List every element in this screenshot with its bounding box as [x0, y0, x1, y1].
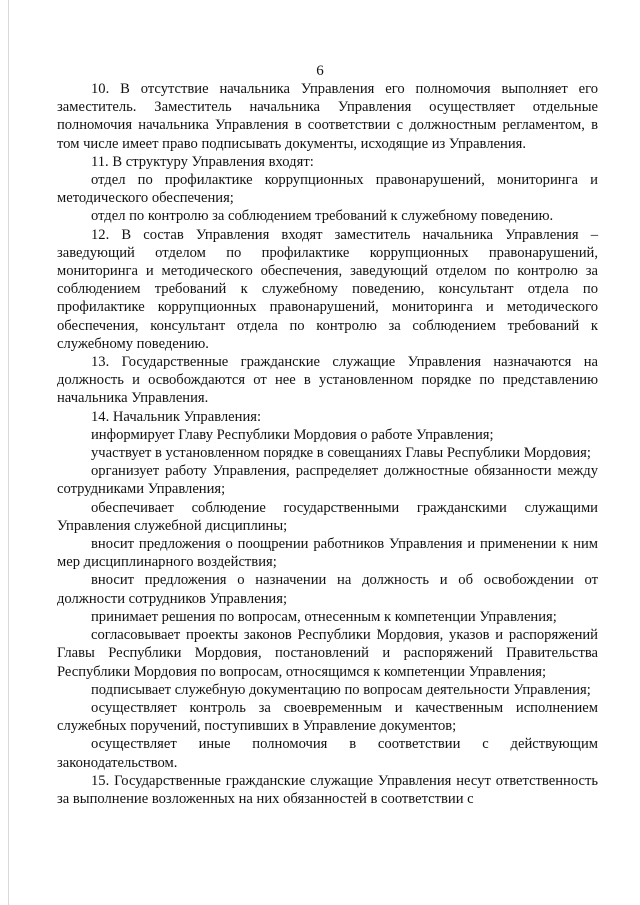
paragraph-13: 13. Государственные гражданские служащие Управления назначаются на должность и освобождаются от нее в установленном порядке по представлению начальника Управления.: [57, 354, 598, 407]
list-item: осуществляет иные полномочия в соответствии с действующим законодательством.: [57, 736, 598, 771]
page-number: 6: [316, 63, 324, 79]
list-item: вносит предложения о поощрении работников Управления и применении к ним мер дисциплинарного воздействия;: [57, 536, 598, 571]
list-item: информирует Главу Республики Мордовия о работе Управления;: [91, 426, 494, 443]
paragraph-14: 14. Начальник Управления:: [91, 408, 262, 425]
paragraph-12: 12. В состав Управления входят заместитель начальника Управления – заведующий отделом по профилактике коррупционных правонарушений, мониторинга и методического обеспечения, заведующий отделом по контролю за соблюдением требований к служебному поведению, консультант отдела по профилактике коррупционных правонарушений, мониторинга и методического обеспечения, консультант отдела по контролю за соблюдением требований к служебному поведению.: [57, 226, 598, 352]
document-body: [57, 80, 598, 808]
list-item: согласовывает проекты законов Республики Мордовия, указов и распоряжений Главы Республики Мордовия, постановлений и распоряжений Правительства Республики Мордовия по вопросам, относящимся к компетенции Управления;: [57, 627, 598, 680]
paragraph-11: 11. В структуру Управления входят:: [91, 153, 314, 170]
list-item: вносит предложения о назначении на должность и об освобождении от должности сотрудников Управления;: [57, 572, 598, 607]
list-item: отдел по профилактике коррупционных правонарушений, мониторинга и методического обеспечения;: [57, 172, 598, 207]
list-item: обеспечивает соблюдение государственными гражданскими служащими Управления служебной дисциплины;: [57, 499, 598, 534]
paragraph-10: 10. В отсутствие начальника Управления его полномочия выполняет его заместитель. Заместитель начальника Управления осуществляет отдельные полномочия начальника Управления в соответствии с должностным регламентом, в том числе имеет право подписывать документы, исходящие из Управления.: [57, 81, 598, 152]
list-item: осуществляет контроль за своевременным и качественным исполнением служебных поручений, поступивших в Управление документов;: [57, 699, 598, 735]
list-item: принимает решения по вопросам, отнесенным к компетенции Управления;: [91, 608, 557, 625]
scan-edge-line: [8, 0, 9, 905]
paragraph-15: 15. Государственные гражданские служащие Управления несут ответственность за выполнение возложенных на них обязанностей в соответствии с: [57, 772, 598, 807]
list-item: подписывает служебную документацию по вопросам деятельности Управления;: [91, 681, 591, 698]
list-item: участвует в установленном порядке в совещаниях Главы Республики Мордовия;: [91, 445, 591, 462]
list-item: организует работу Управления, распределяет должностные обязанности между сотрудниками Управления;: [57, 463, 598, 498]
list-item: отдел по контролю за соблюдением требований к служебному поведению.: [91, 208, 554, 225]
